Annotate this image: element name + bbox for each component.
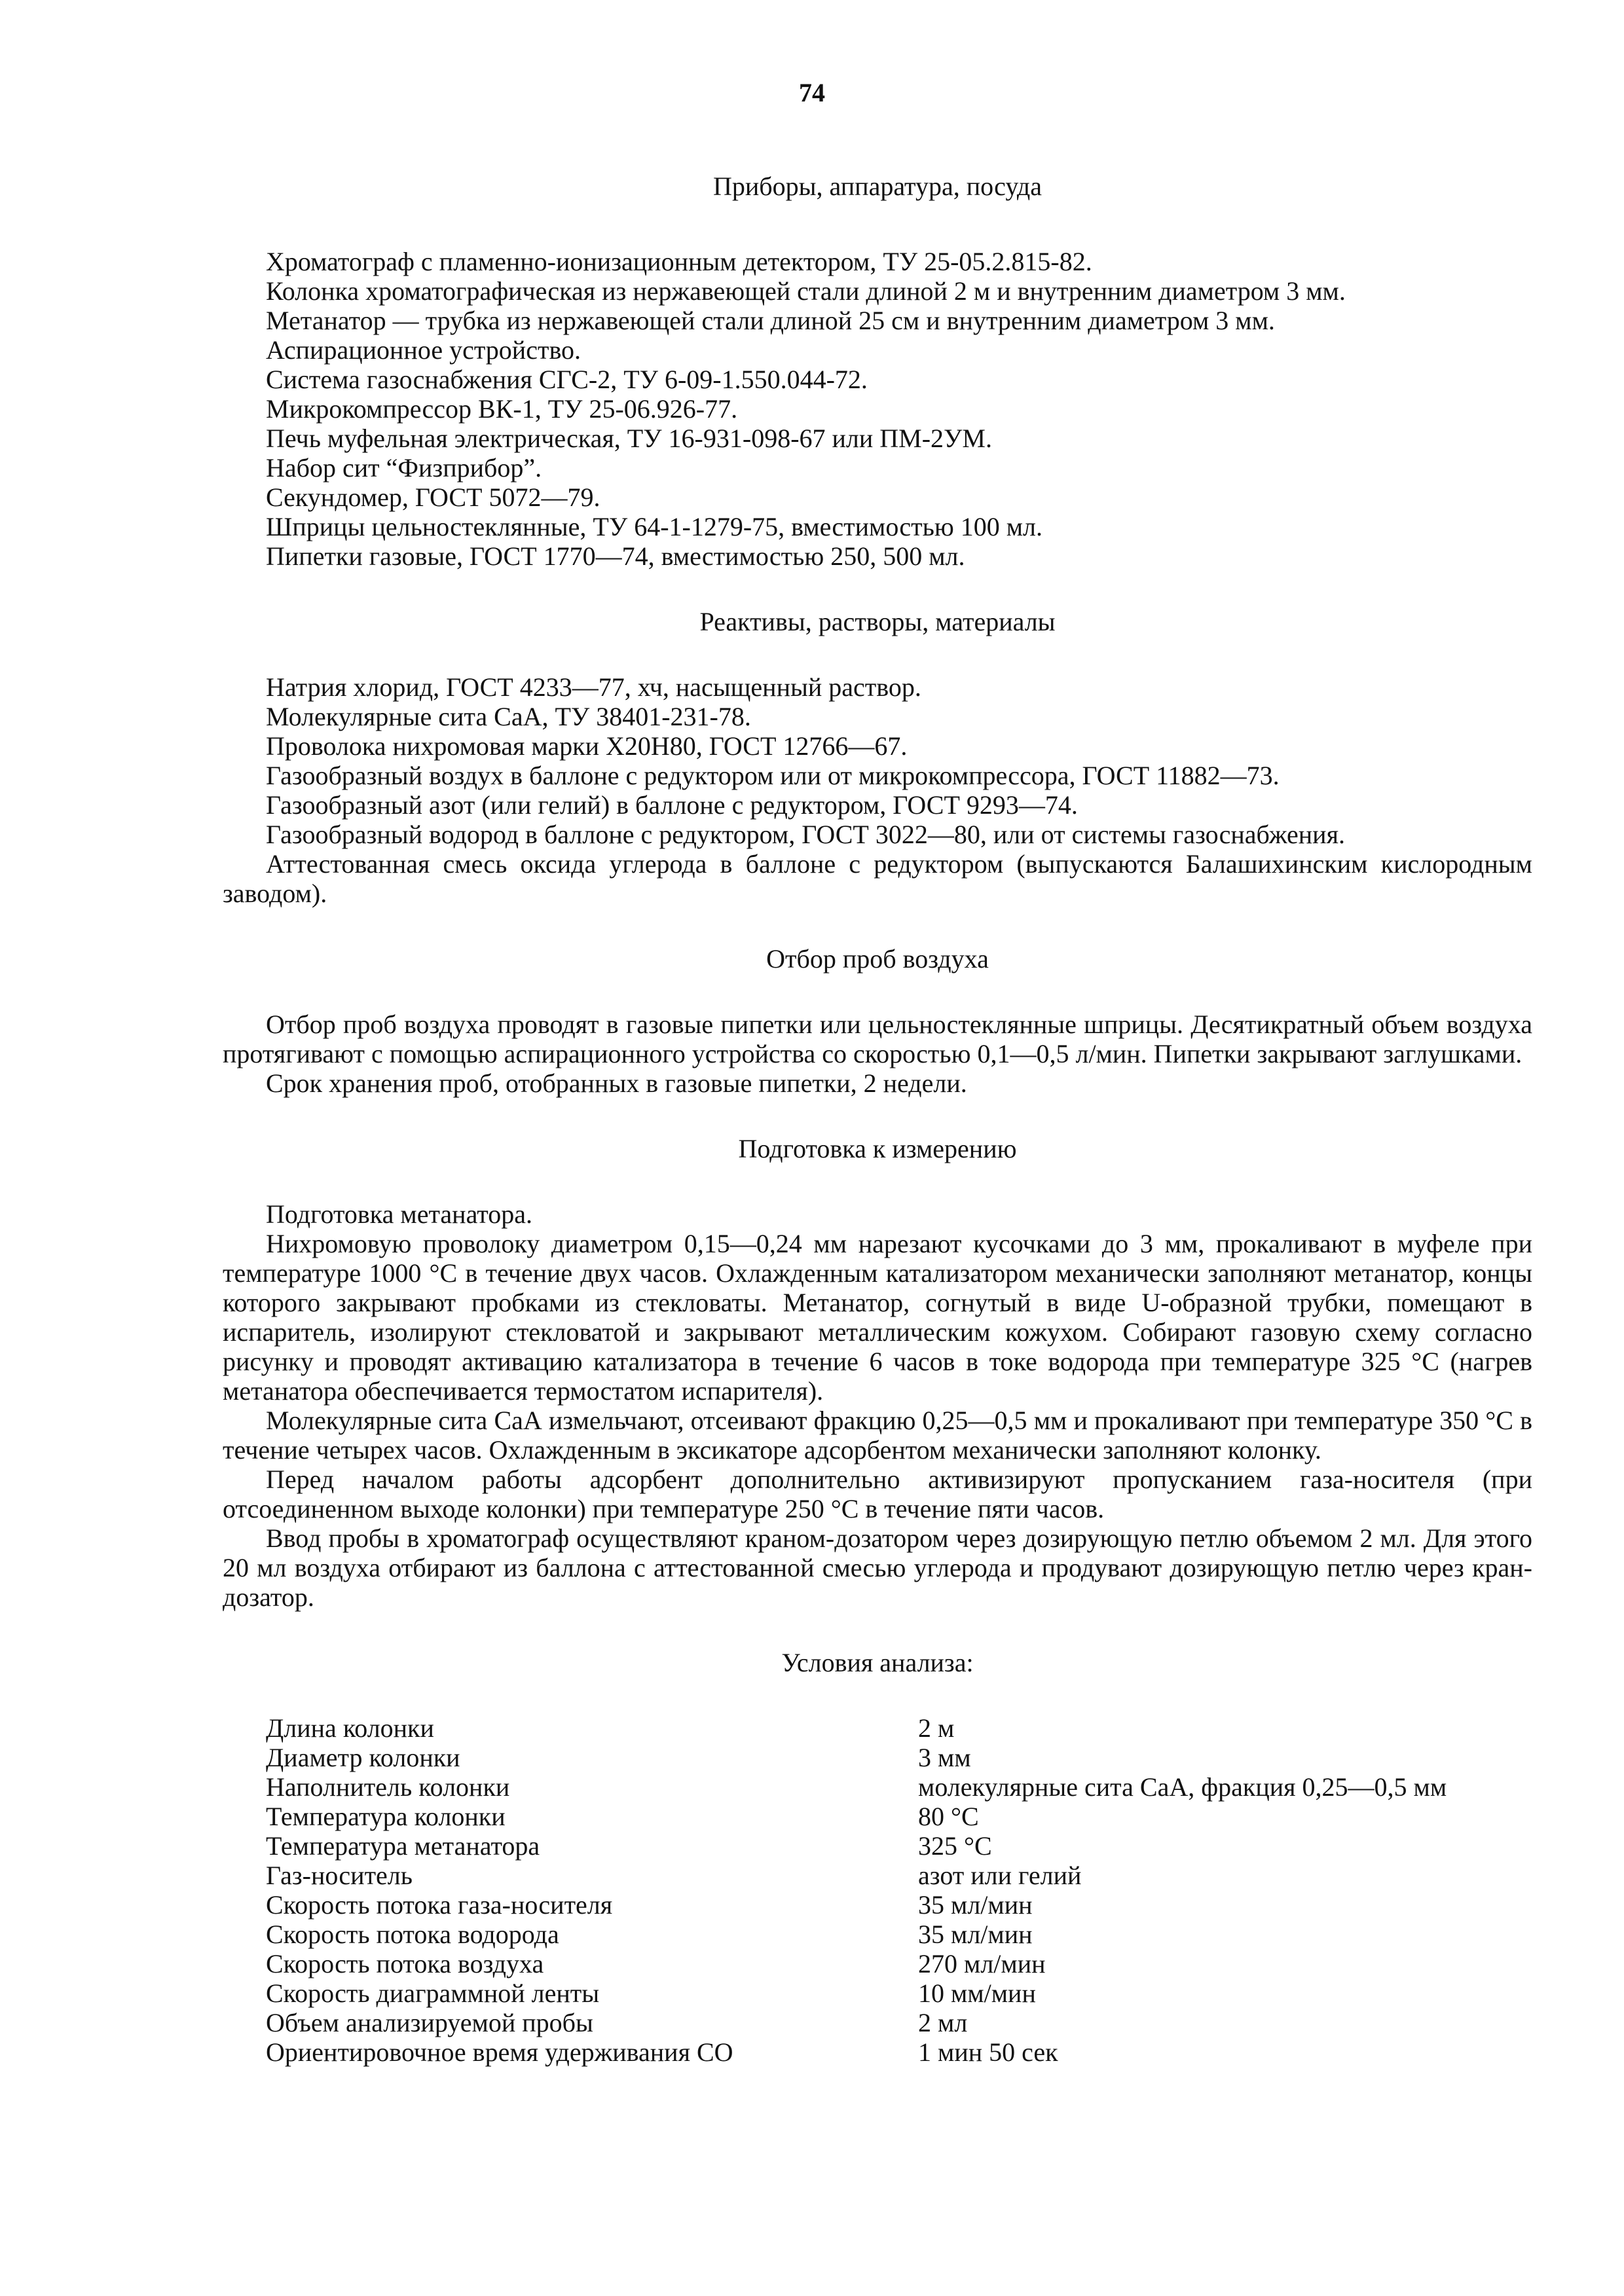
condition-value: азот или гелий xyxy=(918,1861,1082,1890)
condition-value: 1 мин 50 сек xyxy=(918,2037,1058,2067)
page-number: 74 xyxy=(799,78,825,107)
table-row xyxy=(266,1949,1447,1978)
reagent-item: Газообразный воздух в баллоне с редуктором или от микрокомпрессора, ГОСТ 11882—73. xyxy=(266,761,1280,790)
page-content xyxy=(223,172,1532,2067)
equipment-item: Набор сит “Физприбор”. xyxy=(266,453,542,483)
preparation-paragraph: Молекулярные сита СаА измельчают, отсеивают фракцию 0,25—0,5 мм и прокаливают при температуре 350 °С в течение четырех часов. Охлажденным в эксикаторе адсорбентом механически заполняют колонку. xyxy=(223,1406,1532,1465)
preparation-paragraph: Перед началом работы адсорбент дополнительно активизируют пропусканием газа-носителя (при отсоединенном выходе колонки) при температуре 250 °С в течение пяти часов. xyxy=(223,1465,1532,1523)
condition-value: молекулярные сита СаА, фракция 0,25—0,5 мм xyxy=(918,1772,1447,1802)
condition-value: 325 °С xyxy=(918,1831,992,1861)
table-row xyxy=(266,1978,1447,2008)
equipment-item: Аспирационное устройство. xyxy=(266,335,581,365)
equipment-item: Пипетки газовые, ГОСТ 1770—74, вместимостью 250, 500 мл. xyxy=(266,541,965,571)
table-row xyxy=(266,1861,1447,1890)
conditions-table xyxy=(266,1713,1447,2067)
section-title-sampling: Отбор проб воздуха xyxy=(766,944,989,974)
condition-value: 2 мл xyxy=(918,2008,968,2037)
equipment-item: Система газоснабжения СГС-2, ТУ 6-09-1.550.044-72. xyxy=(266,365,868,394)
table-row xyxy=(266,1743,1447,1772)
equipment-item: Шприцы цельностеклянные, ТУ 64-1-1279-75, вместимостью 100 мл. xyxy=(266,512,1043,541)
section-title-preparation: Подготовка к измерению xyxy=(738,1134,1017,1163)
table-row xyxy=(266,1772,1447,1802)
equipment-item: Секундомер, ГОСТ 5072—79. xyxy=(266,483,600,512)
condition-param: Диаметр колонки xyxy=(266,1743,460,1772)
reagents-list xyxy=(223,672,1532,908)
condition-param: Наполнитель колонки xyxy=(266,1772,510,1802)
table-row xyxy=(266,1802,1447,1831)
reagent-item: Молекулярные сита СаА, ТУ 38401-231-78. xyxy=(266,702,751,731)
condition-value: 10 мм/мин xyxy=(918,1978,1036,2008)
condition-param: Длина колонки xyxy=(266,1713,434,1743)
sampling-paragraph: Отбор проб воздуха проводят в газовые пипетки или цельностеклянные шприцы. Десятикратный объем воздуха протягивают с помощью аспирационного устройства со скоростью 0,1—0,5 л/мин. Пипетки закрывают заглушками. xyxy=(223,1010,1532,1068)
condition-value: 270 мл/мин xyxy=(918,1949,1046,1978)
condition-value: 80 °С xyxy=(918,1802,979,1831)
condition-param: Объем анализируемой пробы xyxy=(266,2008,593,2037)
table-row xyxy=(266,2037,1447,2067)
condition-param: Скорость потока воздуха xyxy=(266,1949,544,1978)
condition-value: 35 мл/мин xyxy=(918,1890,1033,1920)
equipment-item: Метанатор — трубка из нержавеющей стали длиной 25 см и внутренним диаметром 3 мм. xyxy=(266,306,1275,335)
reagent-item: Проволока нихромовая марки Х20Н80, ГОСТ 12766—67. xyxy=(266,731,908,761)
equipment-item: Печь муфельная электрическая, ТУ 16-931-098-67 или ПМ-2УМ. xyxy=(266,424,992,453)
reagent-item: Натрия хлорид, ГОСТ 4233—77, хч, насыщенный раствор. xyxy=(266,672,921,702)
section-title-reagents: Реактивы, растворы, материалы xyxy=(699,607,1056,636)
condition-value: 2 м xyxy=(918,1713,955,1743)
table-row xyxy=(266,1920,1447,1949)
preparation-paragraph: Ввод пробы в хроматограф осуществляют краном-дозатором через дозирующую петлю объемом 2 мл. Для этого 20 мл воздуха отбирают из баллона с аттестованной смесью углерода и продувают дозирующую петлю через кран-дозатор. xyxy=(223,1523,1532,1612)
preparation-subtitle: Подготовка метанатора. xyxy=(266,1199,533,1229)
section-title-conditions: Условия анализа: xyxy=(781,1648,974,1677)
condition-param: Температура метанатора xyxy=(266,1831,540,1861)
condition-param: Скорость диаграммной ленты xyxy=(266,1978,600,2008)
table-row xyxy=(266,2008,1447,2037)
reagent-item: Газообразный водород в баллоне с редуктором, ГОСТ 3022—80, или от системы газоснабжения. xyxy=(266,820,1345,849)
equipment-item: Колонка хроматографическая из нержавеющей стали длиной 2 м и внутренним диаметром 3 мм. xyxy=(266,276,1346,306)
equipment-item: Микрокомпрессор ВК-1, ТУ 25-06.926-77. xyxy=(266,394,738,424)
condition-param: Температура колонки xyxy=(266,1802,506,1831)
condition-param: Ориентировочное время удерживания СО xyxy=(266,2037,733,2067)
condition-param: Скорость потока водорода xyxy=(266,1920,559,1949)
table-row xyxy=(266,1890,1447,1920)
condition-value: 3 мм xyxy=(918,1743,971,1772)
table-row xyxy=(266,1831,1447,1861)
condition-param: Скорость потока газа-носителя xyxy=(266,1890,613,1920)
section-title-equipment: Приборы, аппаратура, посуда xyxy=(713,172,1042,201)
preparation-paragraph: Нихромовую проволоку диаметром 0,15—0,24 мм нарезают кусочками до 3 мм, прокаливают в муфеле при температуре 1000 °С в течение двух часов. Охлажденным катализатором механически заполняют метанатор, концы которого закрывают пробками из стекловаты. Метанатор, согнутый в виде U-образной трубки, помещают в испаритель, изолируют стекловатой и закрывают металлическим кожухом. Собирают газовую схему согласно рисунку и проводят активацию катализатора в течение 6 часов в токе водорода при температуре 325 °С (нагрев метанатора обеспечивается термостатом испарителя). xyxy=(223,1229,1532,1406)
condition-value: 35 мл/мин xyxy=(918,1920,1033,1949)
condition-param: Газ-носитель xyxy=(266,1861,413,1890)
equipment-list xyxy=(223,247,1532,571)
sampling-paragraph: Срок хранения проб, отобранных в газовые пипетки, 2 недели. xyxy=(266,1068,967,1098)
reagent-item: Газообразный азот (или гелий) в баллоне с редуктором, ГОСТ 9293—74. xyxy=(266,790,1078,820)
reagent-paragraph: Аттестованная смесь оксида углерода в баллоне с редуктором (выпускаются Балашихинским кислородным заводом). xyxy=(223,849,1532,908)
table-row xyxy=(266,1713,1447,1743)
equipment-item: Хроматограф с пламенно-ионизационным детектором, ТУ 25-05.2.815-82. xyxy=(266,247,1092,276)
